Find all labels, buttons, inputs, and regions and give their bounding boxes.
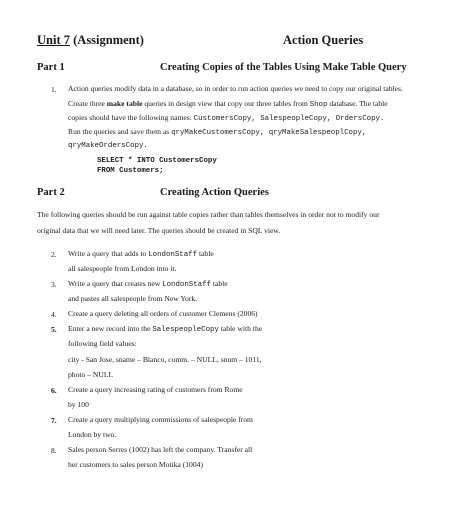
item-4-number: 4. [51,310,57,319]
item-5-number: 5. [51,325,57,334]
item-6-line-2: by 100 [68,400,89,409]
part2-heading: Creating Action Queries [160,187,269,198]
part1-line-2 [68,100,388,109]
item-5-line-3: city - San Jose, sname – Blanco, comm. – NULL, snum – 1011, [68,355,262,364]
part1-label: Part 1 [37,62,65,73]
page-title: Action Queries [283,33,364,47]
text: copies should have the following names: [68,113,194,122]
text: database. The table [327,99,388,108]
item-5-line-1 [68,325,262,334]
text: table [197,249,214,258]
text: Write a query that adds to [68,249,149,258]
text: Run the queries and save them as [68,127,172,136]
sql-code-line-2: FROM Customers; [97,167,164,175]
unit-title [37,33,144,48]
item-4-line-1: Create a query deleting all orders of customer Clemens (2006) [68,309,258,318]
item-5-line-4: photo – NULL [68,370,114,379]
item-2-line-1 [68,250,214,259]
item-3-line-1 [68,280,228,289]
item-3-line-2: and pastes all salespeople from New York. [68,294,198,303]
part1-line-5: qryMakeOrdersCopy. [68,142,148,150]
part2-intro-1: The following queries should be run against table copies rather than tables themselves in order not to modify our [37,210,380,219]
part2-intro-2: original data that we will need later. The queries should be created in SQL view. [37,226,281,235]
item-5-line-2: following field values: [68,339,137,348]
item-3-number: 3. [51,280,57,289]
item-2-line-2: all salespeople from London into it. [68,264,177,273]
item-8-line-1: Sales person Serres (1002) has left the company. Transfer all [68,445,253,454]
londonstaff-code: LondonStaff [148,251,198,259]
item-8-line-2: her customers to sales person Motika (1004) [68,460,203,469]
item-1-number: 1. [51,85,57,94]
londonstaff-code: LondonStaff [162,281,211,289]
text: Enter a new record into the [68,324,153,333]
text: table [210,279,228,288]
item-6-number: 6. [51,386,57,395]
assignment-label: (Assignment) [73,33,144,47]
item-7-number: 7. [51,416,57,425]
text: queries in design view that copy our three tables from [142,99,310,108]
part1-line-3 [68,114,384,123]
item-6-line-1: Create a query increasing rating of customers from Rome [68,385,243,394]
make-table-bold: make table [106,99,143,108]
sql-code-line-1: SELECT * INTO CustomersCopy [97,157,217,165]
item-2-number: 2. [51,250,57,259]
item-7-line-1: Create a query multiplying commissions of salespeople from [68,415,253,424]
text: Write a query that creates new [68,279,163,288]
item-8-number: 8. [51,446,57,455]
salespeoplecopy-code: SalespeopleCopy [152,326,219,334]
item-7-line-2: London by two. [68,430,117,439]
text: Create three [68,99,107,108]
part1-heading: Creating Copies of the Tables Using Make Table Query [160,62,407,73]
text: table with the [218,324,263,333]
part1-line-1: Action queries modify data in a database, so in order to run action queries we need to copy our original tables. [68,84,403,93]
unit-label: Unit 7 [37,33,70,47]
part1-line-4 [68,128,366,137]
table-names-code: CustomersCopy, SalespeopleCopy, OrdersCopy. [193,115,385,123]
shop-code: Shop [309,101,328,109]
part2-label: Part 2 [37,187,65,198]
query-names-code: qryMakeCustomersCopy, qryMakeSalespeoplCopy, [171,129,367,137]
